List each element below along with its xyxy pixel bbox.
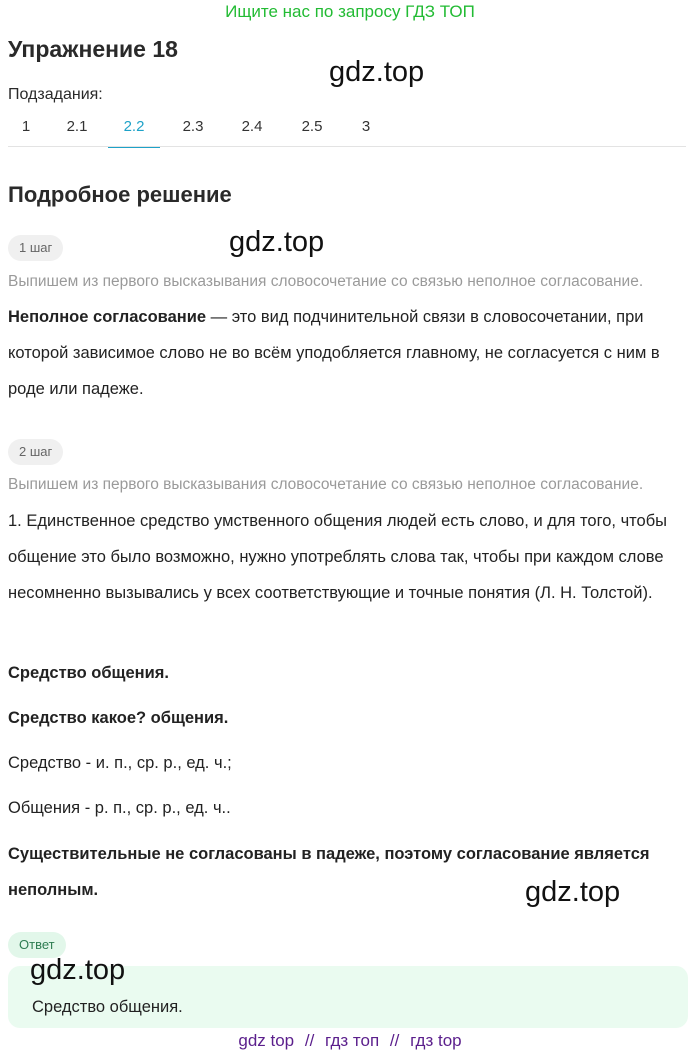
footer-separator: // [389,1031,400,1050]
definition-text: — это вид подчинительной связи в словосочетании, при которой зависимое слово не во всём уподобляется главному, не согласуется с ним в роде или падеже. [8,308,660,398]
watermark: gdz.top [329,56,425,88]
exercise-title: Упражнение 18 [8,36,178,62]
footer-link-2[interactable]: гдз топ [325,1031,380,1050]
footer-links [0,1031,700,1051]
tab-2-2[interactable]: 2.2 [108,108,160,148]
step-1-definition [8,299,688,407]
step-2-quote: 1. Единственное средство умственного общения людей есть слово, и для того, чтобы общение это было возможно, нужно употреблять слова так, чтобы при каждом слове несомненно вызывались у всех соответствующие и точные понятия (Л. Н. Толстой). [8,512,668,602]
question: Средство какое? общения. [8,709,229,727]
tab-2-1[interactable]: 2.1 [66,118,88,135]
answer-badge: Ответ [8,932,66,958]
answer-text: Средство общения. [32,998,183,1016]
analysis-1: Средство - и. п., ср. р., ед. ч.; [8,754,232,772]
subtasks-label: Подзадания: [8,86,103,103]
solution-heading: Подробное решение [8,182,232,207]
step-1-badge: 1 шаг [8,235,63,261]
analysis-2: Общения - р. п., ср. р., ед. ч.. [8,799,231,817]
conclusion: Существительные не согласованы в падеже, поэтому согласование является неполным. [8,845,650,899]
top-banner: Ищите нас по запросу ГДЗ ТОП [225,2,475,21]
phrase: Средство общения. [8,664,169,682]
watermark: gdz.top [525,876,621,908]
tabs-divider [8,146,686,147]
step-2-badge: 2 шаг [8,439,63,465]
tab-2-4[interactable]: 2.4 [241,118,263,135]
tab-1[interactable]: 1 [21,118,31,135]
term: Неполное согласование [8,308,207,326]
tab-2-5[interactable]: 2.5 [301,118,323,135]
step-1-intro: Выпишем из первого высказывания словосочетание со связью неполное согласование. [8,273,644,290]
watermark: gdz.top [30,954,126,986]
footer-separator: // [304,1031,315,1050]
watermark: gdz.top [229,226,325,258]
step-2-intro: Выпишем из первого высказывания словосочетание со связью неполное согласование. [8,476,644,493]
footer-link-3[interactable]: гдз top [410,1031,462,1050]
tab-3[interactable]: 3 [361,118,371,135]
footer-link-1[interactable]: gdz top [238,1031,295,1050]
tab-2-3[interactable]: 2.3 [182,118,204,135]
